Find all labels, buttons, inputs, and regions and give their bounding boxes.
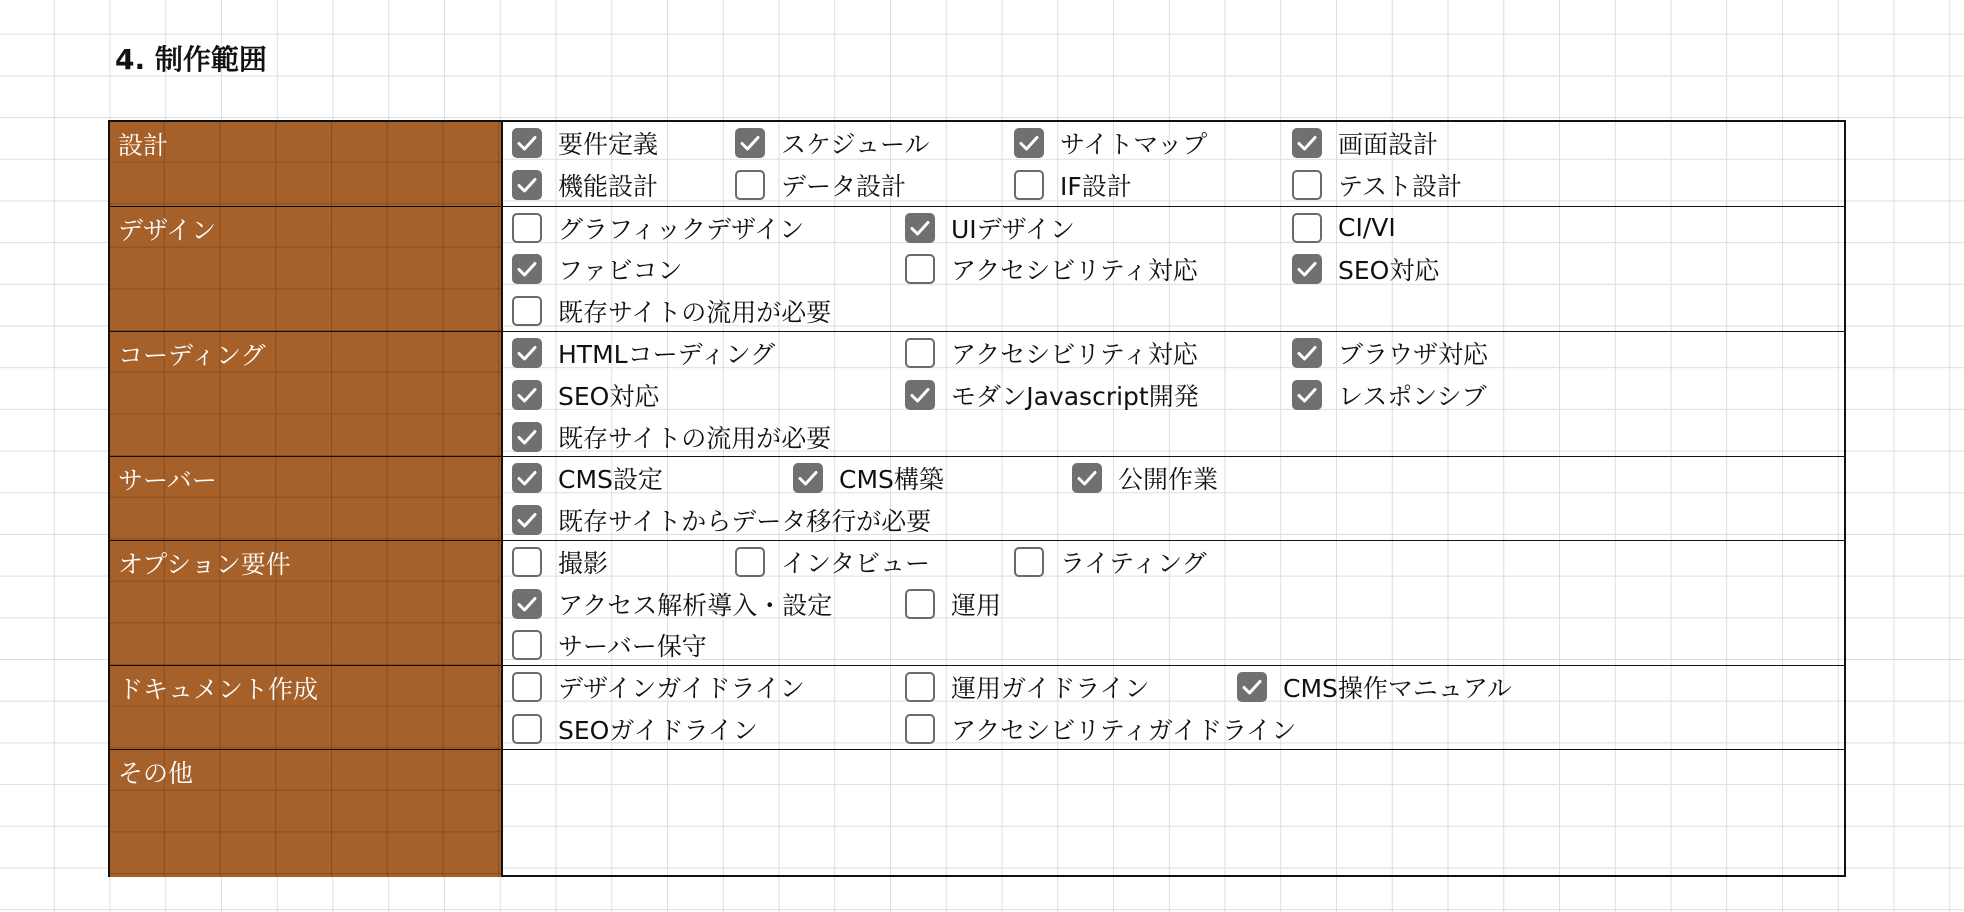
option-item[interactable] (512, 208, 804, 248)
option-label: データ設計 (781, 171, 907, 201)
checkbox-unchecked[interactable] (1014, 170, 1044, 200)
category-cell (110, 332, 503, 456)
option-item[interactable] (1292, 375, 1487, 415)
option-label: テスト設計 (1338, 171, 1463, 201)
option-item[interactable] (905, 249, 1198, 289)
option-label: レスポンシブ (1338, 381, 1487, 411)
checkbox-unchecked[interactable] (905, 254, 935, 284)
checkbox-checked[interactable] (1292, 254, 1322, 284)
option-item[interactable] (512, 709, 758, 749)
checkbox-unchecked[interactable] (735, 547, 765, 577)
checkmark-icon (1295, 131, 1319, 155)
category-label: コーディング (118, 341, 266, 370)
checkbox-checked[interactable] (1292, 380, 1322, 410)
option-label: 公開作業 (1118, 465, 1219, 495)
option-label: アクセシビリティ対応 (951, 340, 1198, 369)
scope-table (108, 120, 1846, 877)
checkbox-unchecked[interactable] (905, 338, 935, 368)
checkmark-icon (1017, 131, 1041, 155)
checkmark-icon (1075, 466, 1099, 490)
category-cell (110, 122, 503, 206)
option-label: 撮影 (558, 548, 609, 578)
checkbox-unchecked[interactable] (512, 630, 542, 660)
checkmark-icon (515, 383, 539, 407)
option-label: CI/VI (1338, 213, 1396, 243)
checkmark-icon (738, 131, 762, 155)
option-label: 機能設計 (558, 171, 659, 201)
category-cell (110, 207, 503, 331)
checkbox-unchecked[interactable] (1014, 547, 1044, 577)
checkbox-unchecked[interactable] (1292, 213, 1322, 243)
category-row (110, 749, 1844, 877)
option-label: インタビュー (781, 548, 931, 578)
checkmark-icon (515, 173, 539, 197)
category-row (110, 122, 1844, 206)
checkmark-icon (796, 466, 820, 490)
option-item[interactable] (1292, 333, 1488, 373)
checkbox-checked[interactable] (1072, 463, 1102, 493)
checkmark-icon (515, 508, 539, 532)
checkbox-unchecked[interactable] (512, 296, 542, 326)
option-item[interactable] (512, 123, 658, 163)
category-label: サーバー (118, 466, 217, 496)
checkbox-checked[interactable] (905, 380, 935, 410)
checkbox-checked[interactable] (512, 338, 542, 368)
option-label: 運用ガイドライン (951, 674, 1150, 704)
option-item[interactable] (512, 667, 805, 707)
option-label: アクセシビリティガイドライン (951, 715, 1297, 745)
option-item[interactable] (905, 709, 1296, 749)
checkbox-unchecked[interactable] (735, 170, 765, 200)
checkbox-checked[interactable] (512, 254, 542, 284)
option-label: 既存サイトの流用が必要 (558, 298, 832, 328)
option-label: 画面設計 (1338, 130, 1439, 159)
checkbox-checked[interactable] (1292, 338, 1322, 368)
option-label: HTMLコーディング (558, 340, 776, 369)
category-row (110, 456, 1844, 539)
option-item[interactable] (905, 208, 1075, 248)
checkmark-icon (515, 341, 539, 365)
option-item[interactable] (512, 542, 608, 582)
option-label: 要件定義 (558, 130, 659, 159)
option-item[interactable] (1072, 458, 1218, 498)
option-item[interactable] (1014, 165, 1132, 205)
checkbox-checked[interactable] (1237, 672, 1267, 702)
checkbox-unchecked[interactable] (512, 213, 542, 243)
category-cell (110, 750, 503, 877)
option-label: 既存サイトの流用が必要 (558, 423, 832, 453)
category-label: オプション要件 (118, 549, 291, 579)
option-label: 既存サイトからデータ移行が必要 (558, 507, 932, 537)
option-label: スケジュール (781, 130, 930, 159)
option-label: SEO対応 (558, 381, 660, 411)
checkmark-icon (515, 257, 539, 281)
option-item[interactable] (512, 333, 775, 373)
checkmark-icon (1295, 341, 1319, 365)
option-item[interactable] (512, 584, 832, 624)
option-label: デザインガイドライン (558, 674, 805, 704)
category-label: その他 (118, 758, 194, 788)
checkbox-checked[interactable] (1292, 128, 1322, 158)
option-label: CMS操作マニュアル (1283, 674, 1512, 704)
category-row (110, 665, 1844, 749)
category-label: 設計 (118, 131, 169, 160)
option-item[interactable] (512, 291, 831, 331)
option-label: ファビコン (558, 256, 683, 286)
option-label: UIデザイン (951, 214, 1075, 244)
checkbox-checked[interactable] (905, 213, 935, 243)
option-item[interactable] (512, 375, 659, 415)
section-title: 4. 制作範囲 (115, 43, 267, 76)
option-item[interactable] (905, 667, 1150, 707)
checkbox-unchecked[interactable] (905, 589, 935, 619)
checkmark-icon (1295, 383, 1319, 407)
category-row (110, 206, 1844, 331)
option-item[interactable] (512, 249, 683, 289)
option-item[interactable] (512, 165, 658, 205)
option-item[interactable] (1292, 165, 1462, 205)
checkbox-checked[interactable] (512, 170, 542, 200)
option-item[interactable] (1292, 208, 1396, 248)
category-label: ドキュメント作成 (118, 675, 319, 705)
category-row (110, 331, 1844, 456)
checkbox-checked[interactable] (512, 463, 542, 493)
category-cell (110, 666, 503, 749)
checkbox-checked[interactable] (793, 463, 823, 493)
category-row (110, 540, 1844, 665)
checkbox-unchecked[interactable] (905, 672, 935, 702)
option-label: サイトマップ (1060, 130, 1208, 159)
checkmark-icon (908, 216, 932, 240)
option-label: SEO対応 (1338, 256, 1440, 286)
checkbox-checked[interactable] (512, 380, 542, 410)
option-label: IF設計 (1060, 171, 1132, 201)
checkbox-unchecked[interactable] (512, 714, 542, 744)
option-label: アクセス解析導入・設定 (558, 590, 833, 620)
checkmark-icon (515, 592, 539, 616)
option-item[interactable] (512, 500, 931, 540)
checkmark-icon (515, 425, 539, 449)
option-item[interactable] (793, 458, 944, 498)
checkbox-checked[interactable] (512, 128, 542, 158)
checkbox-checked[interactable] (512, 505, 542, 535)
checkmark-icon (515, 131, 539, 155)
option-item[interactable] (735, 542, 930, 582)
option-label: CMS構築 (839, 465, 944, 495)
option-label: アクセシビリティ対応 (951, 256, 1198, 286)
option-item[interactable] (512, 625, 707, 665)
option-item[interactable] (735, 123, 930, 163)
option-label: サーバー保守 (558, 632, 707, 662)
option-item[interactable] (1292, 249, 1439, 289)
option-item[interactable] (1292, 123, 1438, 163)
option-item[interactable] (1014, 123, 1207, 163)
option-label: 運用 (951, 590, 1002, 620)
category-cell (110, 457, 503, 539)
option-item[interactable] (735, 165, 906, 205)
checkbox-unchecked[interactable] (512, 672, 542, 702)
option-item[interactable] (512, 458, 663, 498)
checkbox-unchecked[interactable] (512, 547, 542, 577)
option-item[interactable] (1014, 542, 1207, 582)
checkbox-unchecked[interactable] (1292, 170, 1322, 200)
option-label: ライティング (1060, 548, 1207, 578)
option-item[interactable] (905, 375, 1199, 415)
option-label: SEOガイドライン (558, 715, 758, 745)
checkmark-icon (1240, 675, 1264, 699)
category-cell (110, 541, 503, 665)
checkbox-checked[interactable] (735, 128, 765, 158)
option-label: CMS設定 (558, 465, 663, 495)
option-item[interactable] (905, 584, 1001, 624)
checkmark-icon (515, 466, 539, 490)
option-item[interactable] (1237, 667, 1512, 707)
category-label: デザイン (118, 215, 217, 245)
option-item[interactable] (512, 417, 831, 457)
option-label: グラフィックデザイン (558, 214, 805, 244)
checkbox-checked[interactable] (1014, 128, 1044, 158)
checkmark-icon (1295, 257, 1319, 281)
option-label: モダンJavascript開発 (951, 381, 1199, 411)
option-item[interactable] (905, 333, 1198, 373)
checkbox-checked[interactable] (512, 589, 542, 619)
checkbox-unchecked[interactable] (905, 714, 935, 744)
option-label: ブラウザ対応 (1338, 340, 1489, 369)
checkmark-icon (908, 383, 932, 407)
checkbox-checked[interactable] (512, 422, 542, 452)
